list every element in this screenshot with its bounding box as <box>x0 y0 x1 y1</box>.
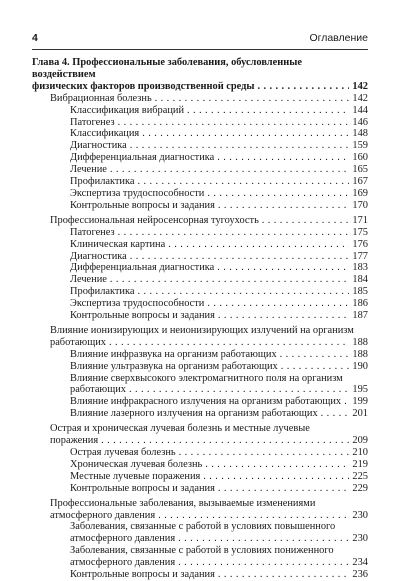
page-number: 4 <box>32 32 38 44</box>
toc-entry-title: атмосферного давления . . . <box>70 533 368 545</box>
header-rule <box>32 49 368 50</box>
toc-page-number: 219 <box>349 459 368 471</box>
toc-subsection-entry[interactable] <box>32 471 368 483</box>
toc-entry-title: Влияние инфракрасного излучения на организм работающих . . . <box>70 396 368 408</box>
toc-page-number: 169 <box>349 188 368 200</box>
toc-entry-title: Контрольные вопросы и задания . . . <box>70 569 368 581</box>
toc-entry-title: Контрольные вопросы и задания . . . <box>70 483 368 495</box>
toc-entry-title: Местные лучевые поражения . . . <box>70 471 368 483</box>
toc-entry-title: физических факторов производственной среды . . . <box>32 81 368 93</box>
toc-page-number: 187 <box>349 310 368 322</box>
toc-page-number: 230 <box>349 533 368 545</box>
toc-section-entry[interactable] <box>32 215 368 227</box>
toc-entry-title: Острая лучевая болезнь . . . <box>70 447 368 459</box>
toc-entry-title-line: Острая и хроническая лучевая болезнь и местные лучевые <box>50 423 310 435</box>
toc-subsection-entry[interactable] <box>32 117 368 129</box>
toc-subsection-entry[interactable] <box>32 349 368 361</box>
toc-entry-title: Классификация вибраций . . . <box>70 105 368 117</box>
toc-page-number: 142 <box>349 93 368 105</box>
toc-page-number: 199 <box>349 396 368 408</box>
toc-subsection-entry[interactable] <box>32 396 368 408</box>
toc-page-number: 234 <box>349 557 368 569</box>
toc-page-number: 236 <box>349 569 368 581</box>
toc-subsection-entry[interactable] <box>32 227 368 239</box>
toc-page-number: 144 <box>349 105 368 117</box>
toc-entry-title: Лечение . . . <box>70 274 368 286</box>
toc-entry-title: Профессиональная нейросенсорная тугоухость . . . <box>50 215 368 227</box>
toc-subsection-entry[interactable] <box>32 200 368 212</box>
toc-subsection-entry[interactable] <box>32 105 368 117</box>
toc-subsection-entry[interactable] <box>32 239 368 251</box>
toc-page-number: 209 <box>349 435 368 447</box>
toc-page-number: 142 <box>349 81 368 93</box>
toc-entry-title: Классификация . . . <box>70 128 368 140</box>
toc-subsection-entry[interactable] <box>32 140 368 152</box>
toc-page-number: 165 <box>349 164 368 176</box>
toc-entry-title: поражения . . . <box>50 435 368 447</box>
toc-entry-title: Контрольные вопросы и задания . . . <box>70 200 368 212</box>
toc-page-number: 210 <box>349 447 368 459</box>
toc-subsection-entry[interactable] <box>32 188 368 200</box>
toc-subsection-entry[interactable] <box>32 176 368 188</box>
toc-subsection-entry[interactable] <box>32 286 368 298</box>
toc-subsection-entry[interactable] <box>32 569 368 581</box>
toc-page-number: 146 <box>349 117 368 129</box>
toc-page-number: 185 <box>349 286 368 298</box>
toc-entry-title: атмосферного давления . . . <box>70 557 368 569</box>
toc-entry-title: Дифференциальная диагностика . . . <box>70 152 368 164</box>
toc-subsection-entry[interactable] <box>32 459 368 471</box>
toc-entry-title-line: Заболевания, связанные с работой в условиях повышенного <box>70 521 336 533</box>
toc-subsection-entry[interactable] <box>32 310 368 322</box>
toc-entry-title-line: Заболевания, связанные с работой в условиях пониженного <box>70 545 334 557</box>
toc-entry-title: Клиническая картина . . . <box>70 239 368 251</box>
toc-subsection-entry[interactable] <box>32 274 368 286</box>
toc-page-number: 183 <box>349 262 368 274</box>
toc-entry-title-line: Влияние сверхвысокого электромагнитного поля на организм <box>70 372 343 384</box>
toc-page-number: 186 <box>349 298 368 310</box>
toc-page-number: 177 <box>349 251 368 263</box>
toc-page-number: 184 <box>349 274 368 286</box>
toc-page-number: 229 <box>349 483 368 495</box>
toc-entry-title: Патогенез . . . <box>70 117 368 129</box>
toc-subsection-entry[interactable] <box>32 128 368 140</box>
toc-subsection-entry[interactable] <box>32 251 368 263</box>
toc-page-number: 171 <box>349 215 368 227</box>
toc-entry-title: Лечение . . . <box>70 164 368 176</box>
toc-page-number: 188 <box>349 349 368 361</box>
running-title: Оглавление <box>309 32 368 44</box>
toc-entry-title: Влияние лазерного излучения на организм работающих . . . <box>70 408 368 420</box>
toc-entry-title-line: Профессиональные заболевания, вызываемые изменениями <box>50 497 316 509</box>
toc-page-number: 167 <box>349 176 368 188</box>
toc-page-number: 190 <box>349 361 368 373</box>
toc-entry-title: Хроническая лучевая болезнь . . . <box>70 459 368 471</box>
toc-page-number: 195 <box>349 384 368 396</box>
toc-section-entry[interactable] <box>32 93 368 105</box>
toc-entry-title: Вибрационная болезнь . . . <box>50 93 368 105</box>
toc-subsection-entry[interactable] <box>32 408 368 420</box>
running-header <box>32 32 368 48</box>
toc-page-number: 230 <box>349 510 368 522</box>
toc-entry-title: Экспертиза трудоспособности . . . <box>70 188 368 200</box>
toc-subsection-entry[interactable] <box>32 521 368 545</box>
toc-subsection-entry[interactable] <box>32 262 368 274</box>
toc-entry-title: Патогенез . . . <box>70 227 368 239</box>
toc-entry-title-line: Влияние ионизирующих и неионизирующих излучений на организм <box>50 324 354 336</box>
toc-entry-title-line: Глава 4. Профессиональные заболевания, обусловленные воздействием <box>32 57 302 80</box>
toc-entry-title: атмосферного давления . . . <box>50 510 368 522</box>
toc-section-entry[interactable] <box>32 325 368 349</box>
toc-entry-title: работающих . . . <box>70 384 368 396</box>
toc-page-number: 225 <box>349 471 368 483</box>
toc-section-entry[interactable] <box>32 423 368 447</box>
toc-subsection-entry[interactable] <box>32 447 368 459</box>
toc-subsection-entry[interactable] <box>32 298 368 310</box>
toc-entry-title: Профилактика . . . <box>70 176 368 188</box>
toc-entry-title: Влияние инфразвука на организм работающих . . . <box>70 349 368 361</box>
table-of-contents <box>32 57 368 581</box>
toc-subsection-entry[interactable] <box>32 545 368 569</box>
toc-page-number: 148 <box>349 128 368 140</box>
toc-entry-title: Экспертиза трудоспособности . . . <box>70 298 368 310</box>
toc-entry-title: Влияние ультразвука на организм работающих . . . <box>70 361 368 373</box>
toc-entry-title: Диагностика . . . <box>70 251 368 263</box>
toc-page-number: 175 <box>349 227 368 239</box>
toc-page-number: 201 <box>349 408 368 420</box>
toc-subsection-entry[interactable] <box>32 164 368 176</box>
toc-entry-title: Дифференциальная диагностика . . . <box>70 262 368 274</box>
toc-entry-title: Профилактика . . . <box>70 286 368 298</box>
toc-entry-title: работающих . . . <box>50 337 368 349</box>
toc-entry-title: Контрольные вопросы и задания . . . <box>70 310 368 322</box>
toc-chapter-entry[interactable] <box>32 57 368 93</box>
toc-section-entry[interactable] <box>32 498 368 522</box>
toc-subsection-entry[interactable] <box>32 483 368 495</box>
toc-subsection-entry[interactable] <box>32 361 368 373</box>
toc-entry-title: Диагностика . . . <box>70 140 368 152</box>
toc-page-number: 159 <box>349 140 368 152</box>
toc-page-number: 170 <box>349 200 368 212</box>
toc-page-number: 188 <box>349 337 368 349</box>
toc-page-number: 176 <box>349 239 368 251</box>
toc-subsection-entry[interactable] <box>32 152 368 164</box>
toc-page-number: 160 <box>349 152 368 164</box>
toc-subsection-entry[interactable] <box>32 373 368 397</box>
